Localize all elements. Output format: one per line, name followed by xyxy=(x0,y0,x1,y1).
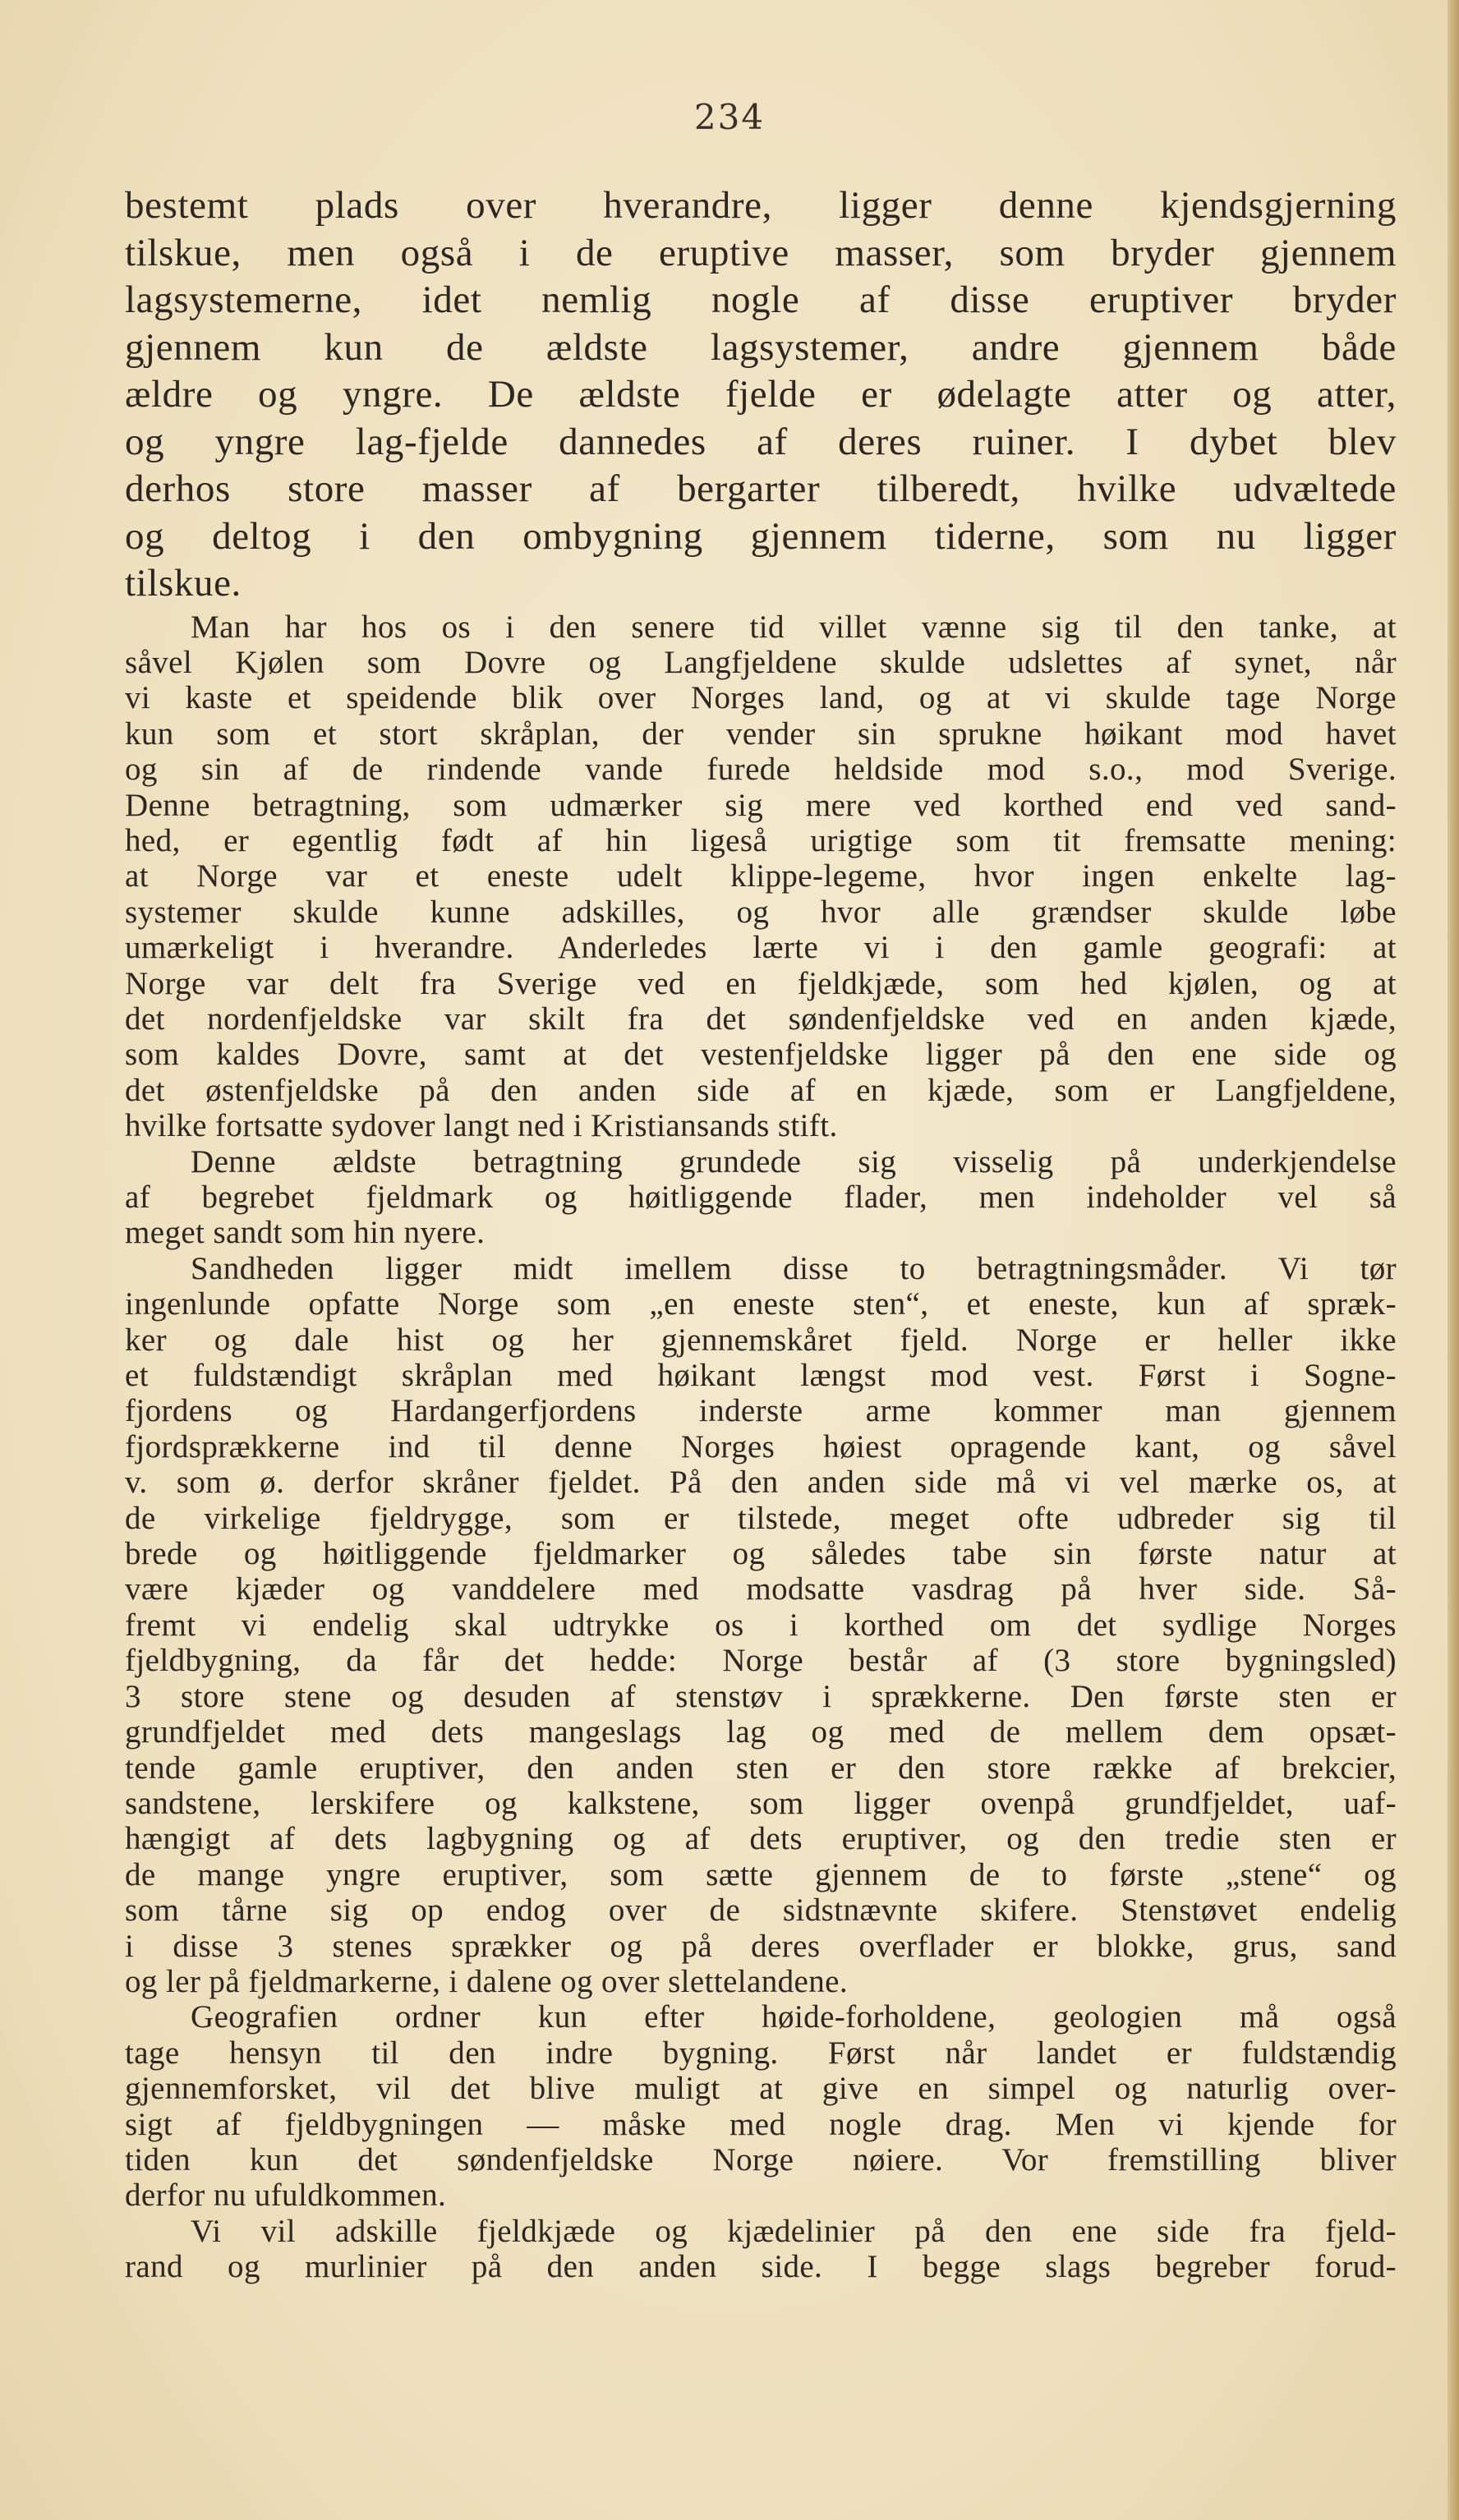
text-line: rand og murlinier på den anden side. I begge slags begreber forud- xyxy=(125,2249,1397,2285)
text-line: gjennemforsket, vil det blive muligt at give en simpel og naturlig over- xyxy=(125,2071,1397,2107)
text-line: være kjæder og vanddelere med modsatte vasdrag på hver side. Så- xyxy=(125,1571,1397,1607)
text-line: lagsystemerne, idet nemlig nogle af disse eruptiver bryder xyxy=(125,278,1397,321)
text-line: det østenfjeldske på den anden side af en kjæde, som er Langfjeldene, xyxy=(125,1072,1397,1108)
text-line: derfor nu ufuldkommen. xyxy=(125,2177,447,2214)
text-line: ingenlunde opfatte Norge som „en eneste sten“, et eneste, kun af spræk- xyxy=(125,1286,1397,1322)
text-line: vi kaste et speidende blik over Norges land, og at vi skulde tage Norge xyxy=(125,680,1397,716)
text-line: fjordens og Hardangerfjordens inderste arme kommer man gjennem xyxy=(125,1393,1397,1429)
text-line: i disse 3 stenes sprækker og på deres overflader er blokke, grus, sand xyxy=(125,1928,1397,1964)
text-line: af begrebet fjeldmark og høitliggende flader, men indeholder vel så xyxy=(125,1180,1397,1215)
large-type-paragraph xyxy=(125,182,1397,608)
text-line: de virkelige fjeldrygge, som er tilstede, meget ofte udbreder sig til xyxy=(125,1500,1397,1536)
text-line: ældre og yngre. De ældste fjelde er ødelagte atter og atter, xyxy=(125,373,1397,416)
text-line: fjeldbygning, da får det hedde: Norge består af (3 store bygningsled) xyxy=(125,1643,1397,1679)
text-line: såvel Kjølen som Dovre og Langfjeldene skulde udslettes af synet, når xyxy=(125,644,1397,680)
text-line: ker og dale hist og her gjennemskåret fjeld. Norge er heller ikke xyxy=(125,1322,1397,1358)
text-line: v. som ø. derfor skråner fjeldet. På den anden side må vi vel mærke os, at xyxy=(125,1465,1397,1501)
text-line: umærkeligt i hverandre. Anderledes lærte vi i den gamle geografi: at xyxy=(125,930,1397,966)
text-line: Denne betragtning, som udmærker sig mere ved korthed end ved sand- xyxy=(125,787,1397,823)
page-edge xyxy=(1447,0,1459,2520)
text-line: 3 store stene og desuden af stenstøv i sprækkerne. Den første sten er xyxy=(125,1678,1397,1714)
text-line: tende gamle eruptiver, den anden sten er den store række af brekcier, xyxy=(125,1750,1397,1786)
text-line: og ler på fjeldmarkerne, i dalene og over slettelandene. xyxy=(125,1963,849,1999)
text-line: hed, er egentlig født af hin ligeså urigtige som tit fremsatte mening: xyxy=(125,822,1397,858)
text-line: de mange yngre eruptiver, som sætte gjennem de to første „stene“ og xyxy=(125,1856,1397,1892)
text-line: tilskue, men også i de eruptive masser, som bryder gjennem xyxy=(125,231,1397,274)
text-line: brede og høitliggende fjeldmarker og således tabe sin første natur at xyxy=(125,1536,1397,1572)
text-line: Man har hos os i den senere tid villet vænne sig til den tanke, at xyxy=(191,609,1397,645)
text-line: Vi vil adskille fjeldkjæde og kjædelinier på den ene side fra fjeld- xyxy=(191,2213,1397,2249)
text-line: sigt af fjeldbygningen — måske med nogle drag. Men vi kjende for xyxy=(125,2106,1397,2142)
text-line: hvilke fortsatte sydover langt ned i Kristiansands stift. xyxy=(125,1108,838,1144)
text-line: kun som et stort skråplan, der vender sin sprukne høikant mod havet xyxy=(125,715,1397,752)
text-line: Geografien ordner kun efter høide-forholdene, geologien må også xyxy=(191,1999,1397,2035)
text-line: fjordsprækkerne ind til denne Norges høiest opragende kant, og såvel xyxy=(125,1428,1397,1465)
text-line: fremt vi endelig skal udtrykke os i korthed om det sydlige Norges xyxy=(125,1607,1397,1643)
body-text xyxy=(125,182,1397,2285)
text-line: systemer skulde kunne adskilles, og hvor alle grændser skulde løbe xyxy=(125,894,1397,930)
small-type-section xyxy=(125,609,1397,2285)
text-line: det nordenfjeldske var skilt fra det søndenfjeldske ved en anden kjæde, xyxy=(125,1000,1397,1037)
text-line: grundfjeldet med dets mangeslags lag og med de mellem dem opsæt- xyxy=(125,1714,1397,1750)
text-line: tage hensyn til den indre bygning. Først når landet er fuldstændig xyxy=(125,2035,1397,2071)
text-line: og deltog i den ombygning gjennem tiderne, som nu ligger xyxy=(125,514,1397,558)
text-line: derhos store masser af bergarter tilberedt, hvilke udvæltede xyxy=(125,467,1397,510)
text-line: et fuldstændigt skråplan med høikant længst mod vest. Først i Sogne- xyxy=(125,1358,1397,1394)
text-line: Denne ældste betragtning grundede sig visselig på underkjendelse xyxy=(191,1143,1397,1180)
text-line: Sandheden ligger midt imellem disse to betragtningsmåder. Vi tør xyxy=(191,1250,1397,1286)
text-line: tiden kun det søndenfjeldske Norge nøiere. Vor fremstilling bliver xyxy=(125,2141,1397,2177)
text-line: sandstene, lerskifere og kalkstene, som ligger ovenpå grundfjeldet, uaf- xyxy=(125,1785,1397,1821)
text-line: meget sandt som hin nyere. xyxy=(125,1215,486,1251)
text-line: og yngre lag-fjelde dannedes af deres ruiner. I dybet blev xyxy=(125,420,1397,463)
page-number: 234 xyxy=(693,97,766,137)
text-line: og sin af de rindende vande furede heldside mod s.o., mod Sverige. xyxy=(125,752,1397,788)
text-line: bestemt plads over hverandre, ligger denne kjendsgjerning xyxy=(125,184,1397,227)
text-line: gjennem kun de ældste lagsystemer, andre gjennem både xyxy=(125,325,1397,369)
text-line: som kaldes Dovre, samt at det vestenfjeldske ligger på den ene side og xyxy=(125,1037,1397,1073)
text-line: hængigt af dets lagbygning og af dets eruptiver, og den tredie sten er xyxy=(125,1821,1397,1857)
text-line: Norge var delt fra Sverige ved en fjeldkjæde, som hed kjølen, og at xyxy=(125,965,1397,1001)
text-line: at Norge var et eneste udelt klippe-legeme, hvor ingen enkelte lag- xyxy=(125,858,1397,894)
text-line: tilskue. xyxy=(125,562,242,605)
text-line: som tårne sig op endog over de sidstnævnte skifere. Stenstøvet endelig xyxy=(125,1892,1397,1929)
